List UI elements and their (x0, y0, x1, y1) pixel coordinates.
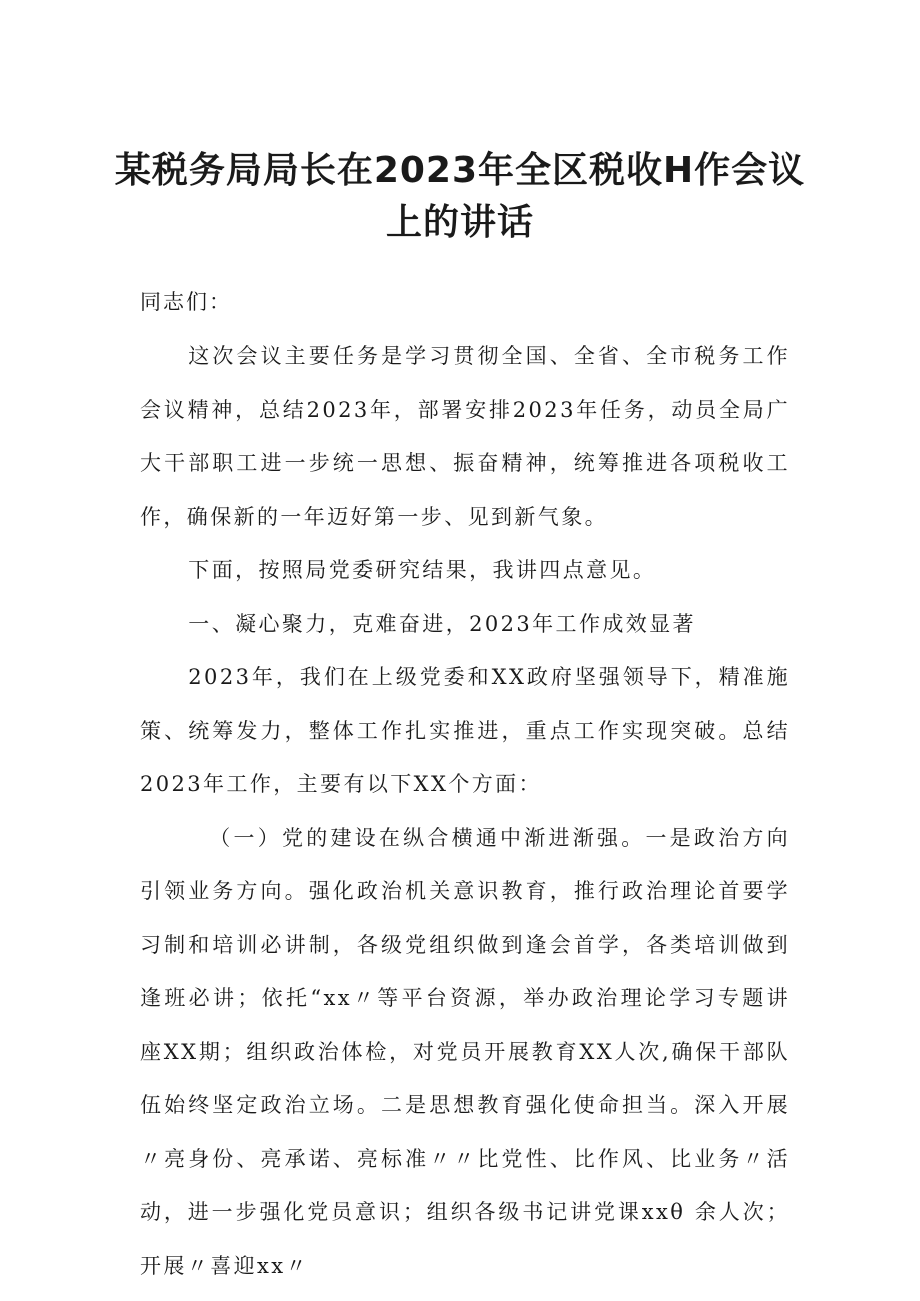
document-title-line-2: 上的讲话 (385, 202, 534, 243)
document-body (140, 330, 790, 1293)
paragraph-2023-summary: 2023年，我们在上级党委和XX政府坚强领导下，精准施策、统筹发力，整体工作扎实推进，重点工作实现突破。总结2023年工作，主要有以下XX个方面： (140, 665, 790, 796)
paragraph-meeting-task: 这次会议主要任务是学习贯彻全国、全省、全市税务工作会议精神，总结2023年，部署安排2023年任务，动员全局广大干部职工进一步统一思想、振奋精神，统筹推进各项税收工作，确保新的一年迈好第一步、见到新气象。 (140, 344, 790, 529)
paragraph-four-points: 下面，按照局党委研究结果，我讲四点意见。 (188, 558, 657, 582)
section-heading-1: 一、凝心聚力，克难奋进，2023年工作成效显著 (188, 611, 696, 636)
paragraph-party-building: （一）党的建设在纵合横通中渐进渐强。一是政治方向引领业务方向。强化政治机关意识教育，推行政治理论首要学习制和培训必讲制，各级党组织做到逢会首学，各类培训做到逢班必讲；依托“xx〃等平台资源，举办政治理论学习专题讲座XX期；组织政治体检，对党员开展教育XX人次,确保干部队伍始终坚定政治立场。二是思想教育强化使命担当。深入开展〃亮身份、亮承诺、亮标准〃〃比党性、比作风、比业务〃活动，进一步强化党员意识；组织各级书记讲党课xxθ 余人次；开展〃喜迎xx〃 (140, 825, 790, 1278)
document-title-line-1: 某税务局局长在2023年全区税收H作会议 (114, 150, 806, 191)
salutation: 同志们： (140, 290, 232, 314)
